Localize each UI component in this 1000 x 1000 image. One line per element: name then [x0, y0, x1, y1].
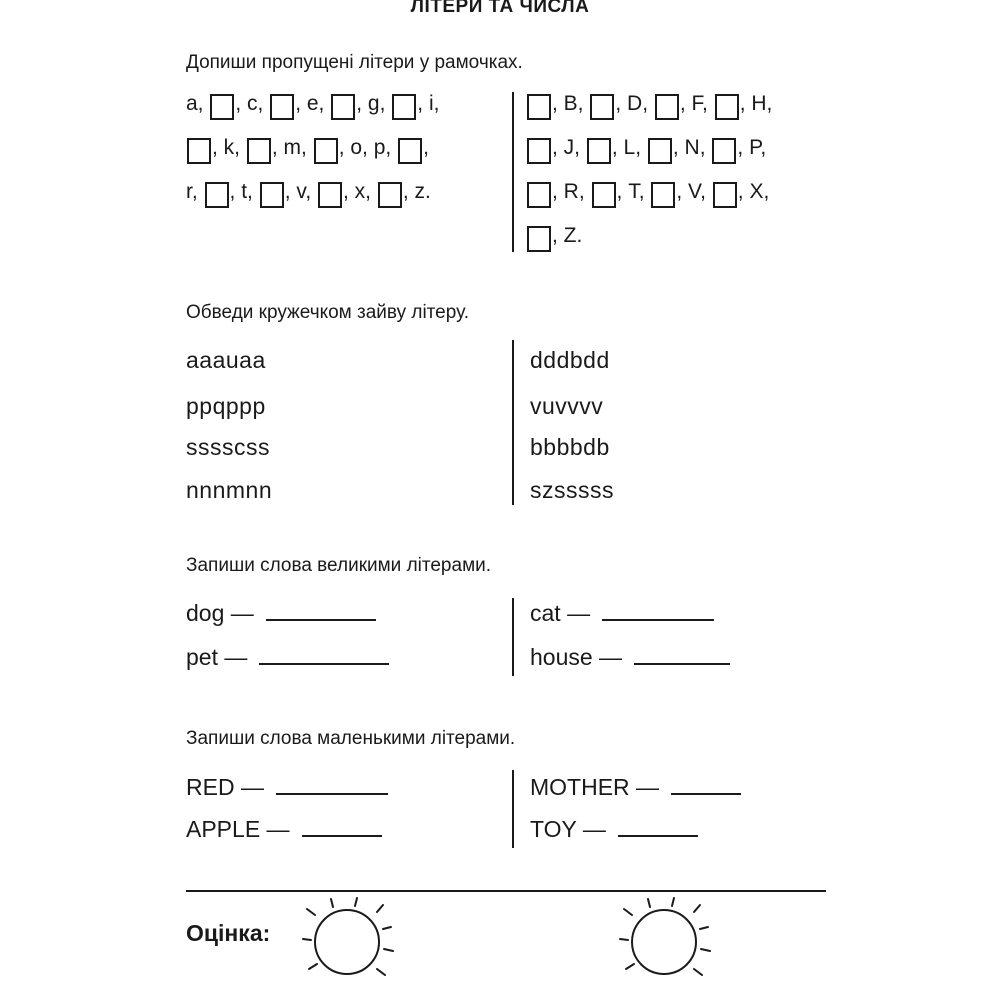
separator: ,: [229, 180, 242, 203]
letter-text: F,: [691, 92, 714, 115]
letter-text: N,: [684, 136, 712, 159]
separator: ,: [271, 136, 284, 159]
separator: ,: [402, 180, 415, 203]
answer-line[interactable]: [671, 775, 741, 795]
instruction-lowercase: Запиши слова маленькими літерами.: [186, 728, 516, 749]
separator: ,: [343, 180, 355, 203]
task-word: pet —: [186, 644, 248, 670]
task-word: house —: [530, 644, 623, 670]
letter-box[interactable]: [210, 94, 234, 120]
letter-text: Z.: [563, 224, 589, 247]
letter-sequence[interactable]: ppqppp: [186, 393, 266, 419]
answer-line[interactable]: [302, 817, 382, 837]
letter-box[interactable]: [318, 182, 342, 208]
letter-text: T,: [628, 180, 651, 203]
grade-label: Оцінка:: [186, 920, 271, 946]
separator: ,: [552, 180, 564, 203]
letter-row: [526, 90, 778, 116]
letter-text: c,: [247, 92, 270, 115]
letter-text: r,: [186, 180, 204, 203]
letter-sequence[interactable]: sssscss: [186, 434, 270, 460]
letter-box[interactable]: [331, 94, 355, 120]
separator: ,: [295, 92, 307, 115]
letter-text: v,: [296, 180, 317, 203]
separator: ,: [679, 92, 692, 115]
letter-row: [186, 90, 445, 116]
letter-box[interactable]: [392, 94, 416, 120]
separator: ,: [552, 136, 564, 159]
letter-text: ,: [423, 136, 435, 159]
separator: ,: [284, 180, 297, 203]
separator: ,: [356, 92, 368, 115]
answer-line[interactable]: [276, 775, 388, 795]
separator: ,: [235, 92, 248, 115]
column-divider: [512, 598, 514, 676]
letter-text: J,: [563, 136, 586, 159]
letter-box[interactable]: [715, 94, 739, 120]
task-word: APPLE —: [186, 816, 290, 842]
letter-sequence[interactable]: bbbbdb: [530, 434, 610, 460]
letter-text: H,: [751, 92, 779, 115]
letter-text: B,: [563, 92, 590, 115]
separator: ,: [672, 136, 685, 159]
letter-sequence[interactable]: vuvvvv: [530, 393, 604, 419]
answer-line[interactable]: [618, 817, 698, 837]
letter-box[interactable]: [527, 94, 551, 120]
letter-box[interactable]: [398, 138, 422, 164]
letter-box[interactable]: [247, 138, 271, 164]
letter-text: a,: [186, 92, 210, 115]
task-word: TOY —: [530, 816, 606, 842]
footer-divider: [186, 890, 826, 892]
task-word: dog —: [186, 600, 254, 626]
letter-row: [186, 178, 437, 204]
letter-row: [186, 134, 435, 160]
lowercase-task: [186, 774, 388, 801]
letter-text: L,: [623, 136, 647, 159]
column-divider: [512, 770, 514, 848]
sun-icon[interactable]: [295, 895, 415, 995]
letter-box[interactable]: [592, 182, 616, 208]
letter-sequence[interactable]: dddbdd: [530, 347, 610, 373]
letter-text: z.: [414, 180, 437, 203]
uppercase-task: [530, 644, 730, 671]
separator: ,: [552, 224, 564, 247]
letter-box[interactable]: [527, 226, 551, 252]
uppercase-task: [186, 600, 376, 627]
separator: ,: [212, 136, 224, 159]
letter-box[interactable]: [270, 94, 294, 120]
letter-text: R,: [563, 180, 591, 203]
lowercase-task: [530, 816, 698, 843]
separator: ,: [676, 180, 689, 203]
letter-text: e,: [306, 92, 331, 115]
task-word: MOTHER —: [530, 774, 660, 800]
separator: ,: [615, 92, 628, 115]
letter-text: P,: [749, 136, 773, 159]
separator: ,: [739, 92, 752, 115]
answer-line[interactable]: [634, 645, 730, 665]
letter-row: [526, 134, 772, 160]
letter-text: g,: [367, 92, 392, 115]
letter-text: t,: [241, 180, 259, 203]
answer-line[interactable]: [259, 645, 389, 665]
letter-text: p,: [373, 136, 398, 159]
separator: ,: [552, 92, 564, 115]
letter-text: i,: [428, 92, 446, 115]
letter-sequence[interactable]: szsssss: [530, 477, 614, 503]
sun-icon[interactable]: [612, 895, 732, 995]
letter-text: X,: [749, 180, 776, 203]
task-word: RED —: [186, 774, 264, 800]
separator: ,: [417, 92, 429, 115]
letter-text: V,: [688, 180, 712, 203]
separator: ,: [737, 180, 750, 203]
uppercase-task: [530, 600, 714, 627]
letter-box[interactable]: [205, 182, 229, 208]
instruction-odd-letter: Обведи кружечком зайву літеру.: [186, 302, 469, 323]
instruction-missing-letters: Допиши пропущені літери у рамочках.: [186, 52, 523, 73]
uppercase-task: [186, 644, 389, 671]
column-divider: [512, 92, 514, 252]
answer-line[interactable]: [266, 601, 376, 621]
letter-box[interactable]: [651, 182, 675, 208]
letter-text: m,: [283, 136, 313, 159]
letter-text: x,: [354, 180, 377, 203]
letter-sequence[interactable]: aaauaa: [186, 347, 266, 373]
task-word: cat —: [530, 600, 591, 626]
separator: ,: [737, 136, 750, 159]
letter-text: D,: [627, 92, 654, 115]
lowercase-task: [530, 774, 741, 801]
letter-box[interactable]: [712, 138, 736, 164]
letter-sequence[interactable]: nnnmnn: [186, 477, 273, 503]
letter-box[interactable]: [587, 138, 611, 164]
separator: ,: [616, 180, 629, 203]
letter-row: [526, 222, 588, 248]
lowercase-task: [186, 816, 382, 843]
separator: ,: [338, 136, 351, 159]
letter-box[interactable]: [378, 182, 402, 208]
letter-box[interactable]: [590, 94, 614, 120]
letter-box[interactable]: [314, 138, 338, 164]
instruction-uppercase: Запиши слова великими літерами.: [186, 555, 492, 576]
letter-box[interactable]: [655, 94, 679, 120]
letter-row: [526, 178, 775, 204]
column-divider: [512, 340, 514, 505]
separator: ,: [611, 136, 624, 159]
letter-box[interactable]: [260, 182, 284, 208]
letter-box[interactable]: [187, 138, 211, 164]
letter-box[interactable]: [527, 182, 551, 208]
page-title: ЛІТЕРИ ТА ЧИСЛА: [410, 0, 590, 17]
letter-text: o,: [350, 136, 374, 159]
letter-box[interactable]: [648, 138, 672, 164]
letter-box[interactable]: [713, 182, 737, 208]
answer-line[interactable]: [602, 601, 714, 621]
letter-text: k,: [223, 136, 246, 159]
letter-box[interactable]: [527, 138, 551, 164]
